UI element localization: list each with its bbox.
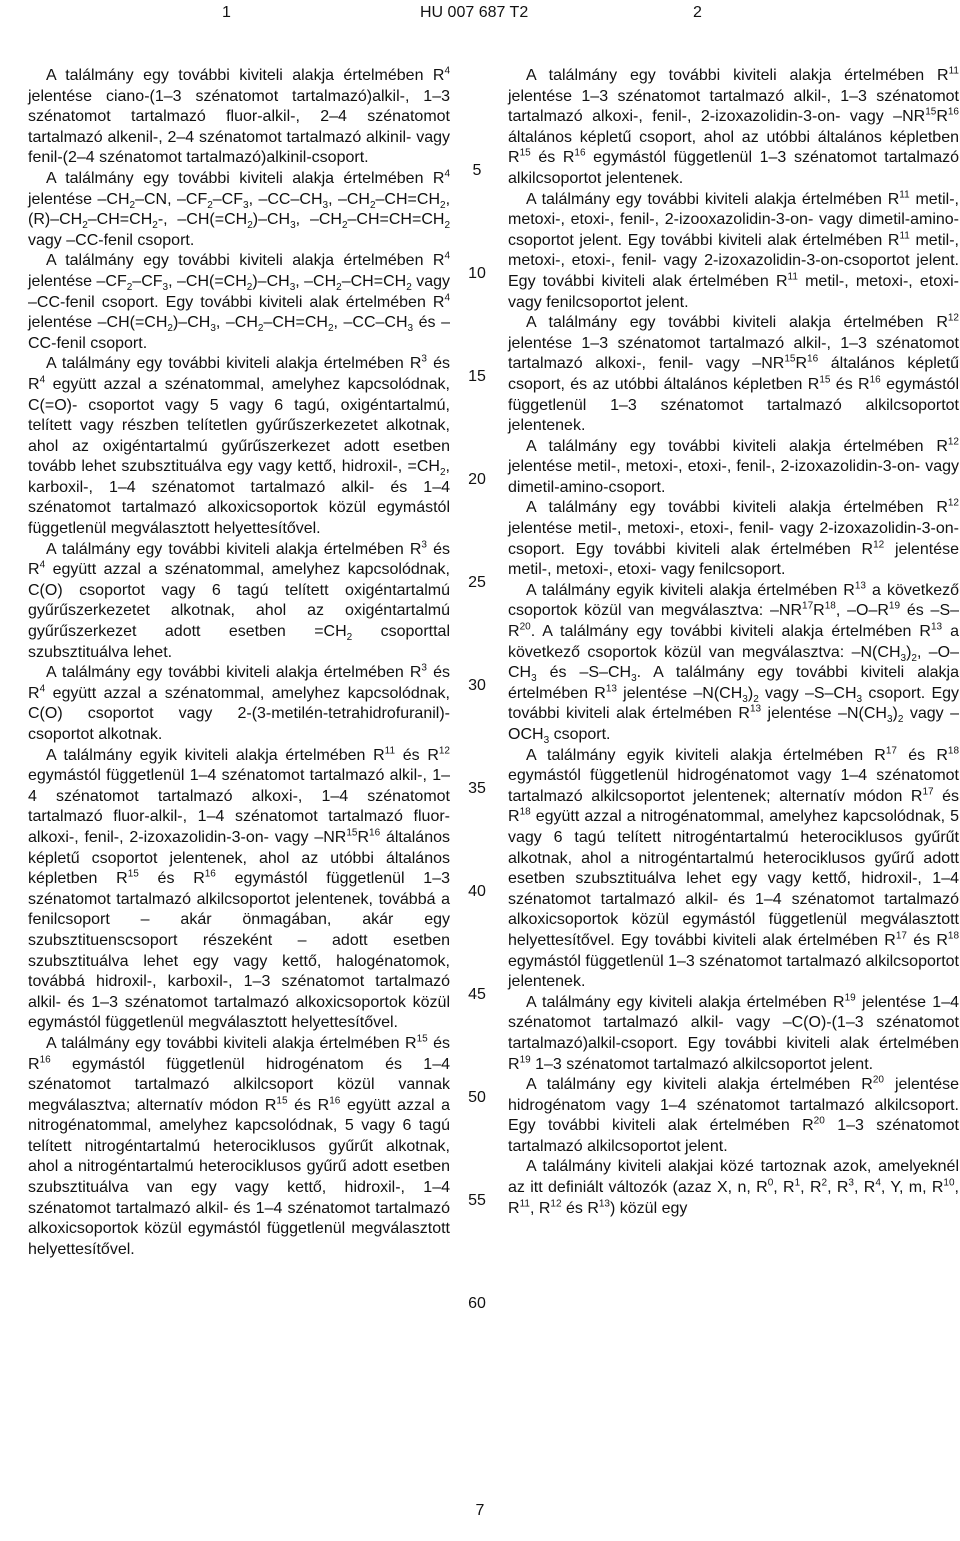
superscript: 3 (421, 539, 427, 551)
paragraph (28, 66, 450, 169)
paragraph (508, 581, 959, 746)
subscript: 2 (207, 199, 213, 211)
text-run: –CF (132, 272, 163, 290)
text-run: és R (530, 149, 575, 167)
superscript: 20 (813, 1115, 825, 1127)
superscript: 15 (819, 374, 831, 386)
subscript: 3 (742, 694, 748, 705)
text-run: –CH=CH (341, 272, 407, 290)
subscript: 2 (346, 632, 353, 644)
text-run: A találmány egy további kiviteli alakja értelmében R (526, 67, 949, 84)
text-run: A találmány egy további kiviteli alakja értelmében R (46, 169, 445, 187)
superscript: 11 (384, 745, 396, 757)
paragraph (28, 663, 450, 745)
paragraph (28, 354, 450, 539)
subscript: 2 (439, 467, 446, 479)
superscript: 15 (519, 148, 531, 160)
text-run: együtt azzal a szénatommal, amelyhez kapcsolódnak, C(O) csoportot vagy 6 tagú telített oxigéntartalmú gyűrűszerkezetet alkotnak, ahol az oxigéntartalmú gyűrűszerkezet adott esetben =CH (28, 561, 450, 641)
text-run: és R (28, 355, 450, 393)
subscript: 3 (210, 323, 216, 335)
subscript: 2 (440, 199, 446, 211)
right-text-column (508, 66, 959, 1219)
text-run: )–CH (172, 314, 211, 332)
text-run: A találmány egy további kiviteli alakja értelmében R (46, 355, 422, 373)
text-run: metil-, metoxi-, etoxi-, fenil-, 2-izooxazolidin-3-on- vagy dimetil-amino-csoportot jelent. Egy további kiviteli alak értelmében R (508, 190, 959, 249)
text-run: általános képletű csoport, ahol az utóbbi általános képletben R (508, 128, 959, 167)
text-run: A találmány egy kiviteli alakja értelmében R (526, 1076, 873, 1094)
superscript: 1 (794, 1177, 801, 1189)
subscript: 3 (531, 673, 537, 685)
subscript: 2 (327, 323, 334, 335)
superscript: 12 (947, 436, 959, 448)
text-run: . A találmány egy további kiviteli alakja értelmében R (530, 623, 931, 641)
text-run: , R (853, 1179, 876, 1197)
text-run: A találmány egy további kiviteli alakja értelmében R (46, 252, 445, 270)
text-run: A találmány egy további kiviteli alakja értelmében R (46, 664, 422, 682)
subscript: 2 (753, 694, 759, 705)
text-run: és –S–R (508, 602, 960, 641)
text-run: , –CH (295, 211, 342, 229)
paragraph (508, 66, 959, 190)
superscript: 20 (872, 1074, 884, 1086)
text-run: együtt azzal a nitrogénatommal, amelyhez kapcsolódnak, 5 vagy 6 tagú telített nitrogéntartalmú heterociklusos gyűrűt alkotnak, ahol a nitrogéntartalmú heterociklusos gyűrű adott esetben szubsztituálva lehet egy vagy kettő, hidroxil-, 1–4 szénatomot tartalmazó alkil- és 1–4 szénatomot tartalmazó alkoxicsoportok közül egymástól függetlenül megválasztott helyettesítővel. Egy további kiviteli alak értelmében R (508, 808, 959, 949)
text-run: és R (28, 664, 450, 702)
superscript: 15 (925, 106, 937, 118)
paragraph (28, 169, 450, 251)
text-run: A találmány egy további kiviteli alakja értelmében R (526, 314, 948, 332)
text-run: jelentése metil-, metoxi-, etoxi- vagy fenilcsoport. (508, 540, 959, 579)
superscript: 15 (276, 1095, 288, 1107)
paragraph (28, 251, 450, 354)
page-number-right: 2 (693, 4, 702, 21)
subscript: 2 (369, 199, 376, 211)
text-run: és R (508, 787, 959, 826)
superscript: 19 (888, 601, 901, 613)
superscript: 4 (875, 1177, 881, 1189)
text-run: vagy –CC-fenil csoport. Egy további kiviteli alak értelmében R (28, 272, 450, 311)
text-run: R (813, 602, 825, 620)
subscript: 2 (152, 220, 158, 232)
text-run: egymástól függetlenül 1–3 szénatomot tartalmazó alkilcsoportot jelentenek. (508, 952, 959, 991)
text-run: jelentése –N(CH (616, 684, 743, 702)
text-run: jelentése 1–3 szénatomot tartalmazó alkil-, 1–3 szénatomot tartalmazó alkoxi-, fenil-, 2-izoxazolidin-3-on- vagy –NR (508, 87, 959, 126)
superscript: 17 (885, 745, 897, 757)
superscript: 13 (749, 704, 762, 716)
superscript: 16 (869, 374, 881, 386)
superscript: 16 (807, 353, 819, 365)
subscript: 3 (243, 199, 249, 211)
paragraph (28, 540, 450, 664)
text-run: ) (747, 684, 754, 702)
subscript: 3 (543, 735, 550, 747)
paragraph (28, 746, 450, 1034)
line-number: 35 (468, 780, 486, 797)
subscript: 3 (886, 714, 893, 726)
superscript: 15 (346, 827, 358, 839)
superscript: 16 (204, 868, 216, 880)
text-run: , –CH(=CH (168, 272, 247, 290)
text-run: A találmány egy további kiviteli alakja értelmében R (46, 67, 445, 84)
line-number: 55 (468, 1192, 486, 1209)
superscript: 3 (421, 353, 427, 365)
text-run: –CH=CH (263, 314, 328, 332)
text-run: és R (395, 746, 439, 764)
superscript: 11 (787, 271, 798, 283)
text-run: ) közül egy (610, 1199, 688, 1217)
line-number: 60 (468, 1295, 486, 1312)
subscript: 3 (290, 220, 296, 232)
subscript: 3 (289, 282, 296, 294)
line-number: 45 (468, 986, 486, 1003)
text-run: egymástól függetlenül hidrogénatom és 1–4 szénatomot tartalmazó alkilcsoport közül vannak megválasztva; alternatív módon R (28, 1055, 450, 1114)
text-run: jelentése metil-, metoxi-, etoxi-, fenil-, 2-izoxazolidin-3-on- vagy dimetil-amino-csoport. (508, 458, 959, 496)
text-run: egymástól függetlenül 1–3 szénatomot tartalmazó alkilcsoportot jelentenek, továbbá a fenilcsoport – akár önmagában, akár egy szubsztituenscsoport részeként – adott esetben szubsztituálva lehet egy vagy kettő, halogénatomok, továbbá hidroxil-, karboxil-, 1–3 szénatomot tartalmazó alkil- és 1–3 szénatomot tartalmazó alkoxicsoportok közül egymástól függetlenül megválasztott helyettesítővel. (28, 870, 451, 1032)
superscript: 0 (767, 1177, 774, 1189)
text-run: 1–3 szénatomot tartalmazó alkilcsoportot jelent. (508, 1117, 959, 1155)
superscript: 11 (948, 65, 959, 77)
text-run: , –O–R (835, 602, 889, 620)
superscript: 11 (899, 230, 910, 242)
text-run: , Y, m, R (880, 1179, 944, 1197)
superscript: 17 (922, 786, 934, 798)
subscript: 3 (856, 694, 863, 705)
text-run: jelentése –CH (28, 190, 130, 208)
subscript: 2 (897, 714, 904, 726)
text-run: , karboxil-, 1–4 szénatomot tartalmazó alkil- és 1–4 szénatomot tartalmazó alkoxicsoportok közül egymástól függetlenül megválasztott helyettesítővel. (28, 458, 450, 538)
superscript: 4 (444, 292, 450, 304)
text-run: és R (897, 746, 948, 764)
text-run: és R (906, 931, 948, 949)
text-run: –CH=CH=CH (347, 211, 445, 229)
text-run: A találmány egy további kiviteli alakja értelmében R (526, 190, 900, 208)
superscript: 3 (421, 662, 427, 674)
text-run: , (R)–CH (28, 190, 451, 229)
text-run: jelentése –CH(=CH (28, 314, 168, 332)
text-run: jelentése ciano-(1–3 szénatomot tartalmazó)alkil-, 1–3 szénatomot tartalmazó fluor-alkil-, 2–4 szénatomot tartalmazó alkenil-, 2–4 szénatomot tartalmazó alkinil- vagy fenil-(2–4 szénatomot tartalmazó)alkinil-csoport. (28, 87, 450, 167)
text-run: A találmány kiviteli alakjai közé tartoznak azok, amelyeknél az itt definiált változók (azaz X, n, R (508, 1158, 959, 1197)
paragraph (508, 190, 959, 314)
text-run: egymástól függetlenül 1–3 szénatomot tartalmazó alkilcsoportot jelentenek. (508, 375, 959, 435)
text-run: és R (287, 1096, 330, 1114)
text-run: jelentése 1–3 szénatomot tartalmazó alkil-, 1–3 szénatomot tartalmazó alkoxi-, fenil- vagy –NR (508, 334, 959, 373)
text-run: metil-, metoxi-, etoxi-, fenil- vagy 2-izoxazolidin-3-on-csoportot jelent. Egy további kiviteli alak értelmében R (508, 231, 960, 290)
superscript: 17 (802, 601, 814, 613)
superscript: 4 (39, 374, 46, 386)
subscript: 2 (82, 220, 88, 232)
paragraph (508, 993, 959, 1075)
text-run: –CH=CH (87, 211, 153, 229)
text-run: jelentése –CF (28, 272, 127, 290)
superscript: 12 (550, 1198, 562, 1210)
text-run: , –O–CH (508, 643, 959, 682)
superscript: 18 (824, 601, 836, 613)
superscript: 18 (947, 745, 960, 757)
text-run: együtt azzal a szénatommal, amelyhez kapcsolódnak, C(O) csoportot vagy 2-(3-metilén-tetrahidrofuranil)-csoportot alkotnak. (28, 684, 450, 743)
text-run: . A találmány egy további kiviteli alakja értelmében R (508, 664, 959, 702)
paragraph (508, 1075, 959, 1157)
footer-page-number: 7 (475, 1502, 485, 1519)
superscript: 19 (844, 992, 856, 1004)
superscript: 18 (947, 930, 960, 942)
superscript: 4 (39, 683, 46, 695)
superscript: 11 (899, 189, 910, 201)
text-run: egymástól függetlenül 1–4 szénatomot tartalmazó alkil-, 1–4 szénatomot tartalmazó alkoxi-, 1–4 szénatomot tartalmazó fluor-alkil-, 1–4 szénatomot tartalmazó fluor-alkoxi-, fenil-, 2-izoxazolidin-3-on- vagy –NR (28, 767, 450, 846)
text-run: A találmány egyik kiviteli alakja értelmében R (526, 746, 886, 764)
text-run: R (357, 828, 370, 846)
superscript: 16 (574, 148, 586, 160)
superscript: 16 (947, 106, 959, 118)
superscript: 20 (519, 621, 531, 633)
superscript: 13 (605, 683, 617, 695)
superscript: 16 (329, 1095, 341, 1107)
text-run: csoport. Egy további kiviteli alak értelmében R (508, 684, 960, 723)
text-run: R (795, 355, 808, 373)
text-run: A találmány egy további kiviteli alakja értelmében R (526, 437, 948, 455)
paragraph (508, 437, 959, 499)
text-run: és R (28, 1034, 451, 1073)
superscript: 17 (895, 930, 907, 942)
superscript: 12 (947, 312, 959, 324)
line-number: 25 (468, 574, 486, 591)
superscript: 15 (416, 1033, 428, 1045)
text-run: A találmány egy kiviteli alakja értelmében R (526, 993, 845, 1011)
text-run: –CN, –CF (135, 190, 208, 208)
text-run: , R (827, 1179, 849, 1197)
line-number: 20 (468, 471, 486, 488)
paragraph (508, 1157, 959, 1219)
text-run: A találmány egy további kiviteli alakja értelmében R (46, 1034, 417, 1052)
text-run: A találmány egyik kiviteli alakja értelmében R (46, 746, 385, 764)
text-run: , R (529, 1199, 551, 1217)
superscript: 15 (127, 868, 139, 880)
superscript: 12 (947, 498, 959, 510)
paragraph (508, 498, 959, 580)
text-run: és R (830, 375, 870, 393)
subscript: 3 (162, 282, 169, 294)
text-run: egymástól függetlenül 1–3 szénatomot tartalmazó alkilcsoportot jelentenek. (508, 149, 959, 187)
text-run: , –CH (328, 190, 370, 208)
subscript: 2 (911, 652, 917, 664)
text-run: A találmány egy további kiviteli alakja értelmében R (46, 540, 422, 558)
subscript: 2 (126, 282, 133, 294)
text-run: , –CH (295, 272, 337, 290)
superscript: 13 (854, 580, 866, 592)
text-run: , –CH (215, 314, 258, 332)
subscript: 3 (322, 199, 329, 211)
superscript: 19 (519, 1054, 531, 1066)
line-number-gutter (462, 0, 492, 1541)
subscript: 2 (406, 282, 412, 294)
superscript: 11 (519, 1198, 530, 1210)
superscript: 12 (438, 745, 450, 757)
text-run: -, –CH(=CH (157, 211, 248, 229)
text-run: –CH=CH (375, 190, 440, 208)
superscript: 10 (943, 1177, 955, 1189)
subscript: 2 (257, 323, 264, 335)
text-run: és –CC-fenil csoport. (28, 314, 451, 352)
text-run: általános képletű csoportot jelentenek, ahol az utóbbi általános képletben R (28, 828, 450, 888)
subscript: 2 (167, 323, 173, 335)
text-run: jelentése –N(CH (761, 705, 887, 723)
superscript: 2 (821, 1177, 828, 1189)
text-run: R (936, 108, 948, 126)
text-run: , –CC–CH (248, 190, 323, 208)
superscript: 13 (598, 1198, 610, 1210)
text-run: A találmány egyik kiviteli alakja értelmében R (526, 581, 855, 599)
superscript: 4 (444, 65, 450, 77)
left-text-column (28, 66, 450, 1260)
line-number: 15 (468, 368, 486, 385)
text-run: , R (508, 1179, 959, 1217)
text-run: vagy –CC-fenil csoport. (28, 231, 195, 249)
line-number: 10 (468, 265, 486, 282)
text-run: –CF (212, 190, 244, 208)
patent-id: HU 007 687 T2 (420, 4, 529, 21)
superscript: 13 (930, 621, 943, 633)
text-run: a következő csoportok közül van megválasztva: –N(CH (508, 623, 960, 661)
superscript: 4 (444, 251, 450, 263)
text-run: és R (561, 1199, 599, 1217)
text-run: csoporttal szubsztituálva lehet. (28, 623, 450, 661)
subscript: 2 (129, 199, 136, 211)
line-number: 50 (468, 1089, 486, 1106)
superscript: 16 (39, 1054, 51, 1066)
line-number: 5 (472, 162, 482, 179)
subscript: 2 (444, 220, 450, 232)
superscript: 3 (848, 1177, 854, 1189)
text-run: a következő csoportok közül van megválasztva: –NR (508, 581, 959, 620)
text-run: általános képletű csoport, és az utóbbi általános képletben R (508, 355, 960, 393)
subscript: 2 (247, 220, 253, 232)
subscript: 2 (246, 282, 253, 294)
text-run: )–CH (252, 272, 290, 290)
text-run: és R (138, 870, 205, 888)
line-number: 30 (468, 677, 486, 694)
paragraph (508, 313, 959, 437)
subscript: 2 (336, 282, 342, 294)
line-number: 40 (468, 883, 486, 900)
text-run: ) (906, 643, 912, 661)
paragraph (28, 1034, 450, 1261)
text-run: jelentése 1–4 szénatomot tartalmazó alkil- vagy –C(O)-(1–3 szénatomot tartalmazó)alkil-csoport. Egy további kiviteli alak értelmében R (508, 993, 959, 1073)
superscript: 4 (39, 559, 46, 571)
subscript: 3 (900, 652, 907, 664)
superscript: 12 (873, 539, 885, 551)
superscript: 16 (369, 827, 381, 839)
text-run: 1–3 szénatomot tartalmazó alkilcsoportot jelent. (530, 1055, 874, 1073)
text-run: , R (800, 1179, 822, 1197)
text-run: és R (28, 540, 450, 579)
text-run: vagy –OCH (508, 705, 960, 743)
superscript: 18 (519, 807, 531, 819)
text-run: )–CH (252, 211, 291, 229)
text-run: vagy –S–CH (758, 684, 857, 702)
superscript: 4 (444, 168, 450, 180)
text-run: egymástól függetlenül hidrogénatomot vagy 1–4 szénatomot tartalmazó alkilcsoportot jelentenek; alternatív módon R (508, 767, 959, 805)
subscript: 3 (631, 673, 637, 685)
text-run: csoport. (549, 726, 611, 743)
text-run: , R (773, 1179, 795, 1197)
text-run: együtt azzal a szénatommal, amelyhez kapcsolódnak, C(=O)- csoportot vagy 5 vagy 6 tagú, oxigéntartalmú, telített vagy részben telítetlen gyűrűszerkezetet alkotnak, ahol az oxigéntartalmú gyűrűszerkezet adott esetben tovább lehet szubsztituálva egy vagy kettő, hidroxil-, =CH (28, 375, 450, 476)
text-run: jelentése metil-, metoxi-, etoxi-, fenil- vagy 2-izoxazolidin-3-on-csoport. Egy további kiviteli alak értelmében R (508, 520, 959, 558)
superscript: 15 (784, 353, 796, 365)
text-run: A találmány egy további kiviteli alakja értelmében R (526, 499, 948, 517)
text-run: metil-, metoxi-, etoxi- vagy fenilcsoportot jelent. (508, 272, 960, 311)
subscript: 3 (407, 323, 414, 335)
text-run: ) (892, 705, 898, 723)
page-number-left: 1 (222, 4, 231, 21)
text-run: együtt azzal a nitrogénatommal, amelyhez kapcsolódnak, 5 vagy 6 tagú telített nitrogéntartalmú heterociklusos gyűrűt alkotnak, ahol a nitrogéntartalmú heterociklusos gyűrű adott esetben szubsztituálva van egy vagy kettő, hidroxil-, 1–4 szénatomot tartalmazó alkil- és 1–4 szénatomot tartalmazó alkoxicsoportok közül egymástól függetlenül megválasztott helyettesítővel. (28, 1096, 451, 1258)
text-run: , –CC–CH (333, 314, 408, 332)
text-run: és –S–CH (536, 664, 632, 682)
subscript: 2 (341, 220, 348, 232)
paragraph (508, 746, 959, 993)
text-run: jelentése hidrogénatom vagy 1–4 szénatomot tartalmazó alkilcsoport. Egy további kiviteli alak értelmében R (508, 1076, 960, 1135)
